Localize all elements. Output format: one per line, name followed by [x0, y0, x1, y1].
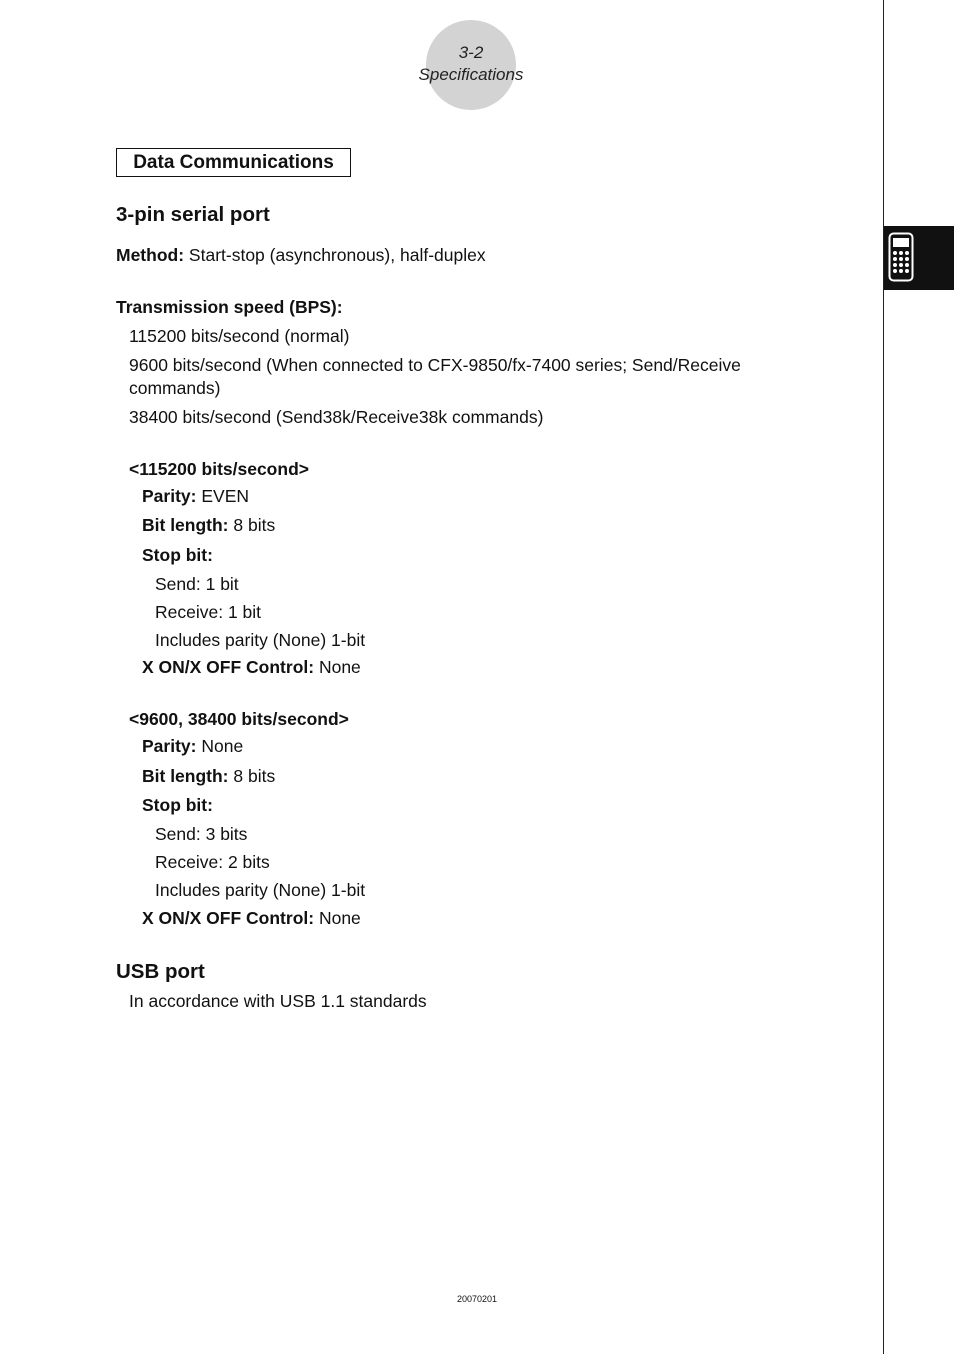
bit-length-label: Bit length:	[142, 766, 229, 786]
speed-line: 9600 bits/second (When connected to CFX-9850/fx-7400 series; Send/Receive	[129, 355, 741, 375]
usb-port-heading: USB port	[116, 960, 205, 983]
parity-label: Parity:	[142, 486, 197, 506]
usb-port-text: In accordance with USB 1.1 standards	[129, 991, 427, 1011]
boxed-heading: Data Communications	[116, 148, 351, 177]
calculator-icon	[888, 232, 914, 282]
group-title: <115200 bits/second>	[129, 459, 309, 479]
group-title: <9600, 38400 bits/second>	[129, 709, 349, 729]
speed-line: commands)	[129, 378, 221, 398]
parity-line	[142, 736, 243, 757]
speed-label: Transmission speed (BPS):	[116, 297, 343, 317]
stop-bit-send: Send: 1 bit	[155, 574, 239, 594]
xon-xoff-line	[142, 657, 361, 678]
bit-length-line	[142, 766, 275, 787]
method-line	[116, 245, 486, 266]
xon-xoff-line	[142, 908, 361, 929]
bit-length-line	[142, 515, 275, 536]
stop-bit-label: Stop bit:	[142, 795, 213, 815]
stop-bit-label: Stop bit:	[142, 545, 213, 565]
bit-length-label: Bit length:	[142, 515, 229, 535]
page-number: 3-2	[458, 43, 484, 62]
section-title: Specifications	[418, 65, 524, 84]
stop-bit-includes: Includes parity (None) 1-bit	[155, 630, 366, 650]
serial-port-heading: 3-pin serial port	[116, 203, 270, 226]
stop-bit-receive: Receive: 2 bits	[155, 852, 270, 872]
speed-line: 115200 bits/second (normal)	[129, 326, 350, 346]
xon-xoff-label: X ON/X OFF Control:	[142, 657, 315, 677]
bit-length-value: 8 bits	[233, 766, 276, 786]
stop-bit-send: Send: 3 bits	[155, 824, 248, 844]
method-value: Start-stop (asynchronous), half-duplex	[188, 245, 486, 265]
parity-line	[142, 486, 249, 507]
chapter-tab	[884, 226, 954, 290]
xon-xoff-label: X ON/X OFF Control:	[142, 908, 315, 928]
parity-value: None	[201, 736, 244, 756]
parity-label: Parity:	[142, 736, 197, 756]
stop-bit-receive: Receive: 1 bit	[155, 602, 262, 622]
stop-bit-includes: Includes parity (None) 1-bit	[155, 880, 366, 900]
method-label: Method:	[116, 245, 185, 265]
xon-xoff-value: None	[318, 908, 361, 928]
xon-xoff-value: None	[318, 657, 361, 677]
speed-line: 38400 bits/second (Send38k/Receive38k commands)	[129, 407, 544, 427]
page-margin-rule	[883, 0, 884, 1354]
parity-value: EVEN	[201, 486, 249, 506]
bit-length-value: 8 bits	[233, 515, 276, 535]
footer-code: 20070201	[456, 1294, 498, 1304]
